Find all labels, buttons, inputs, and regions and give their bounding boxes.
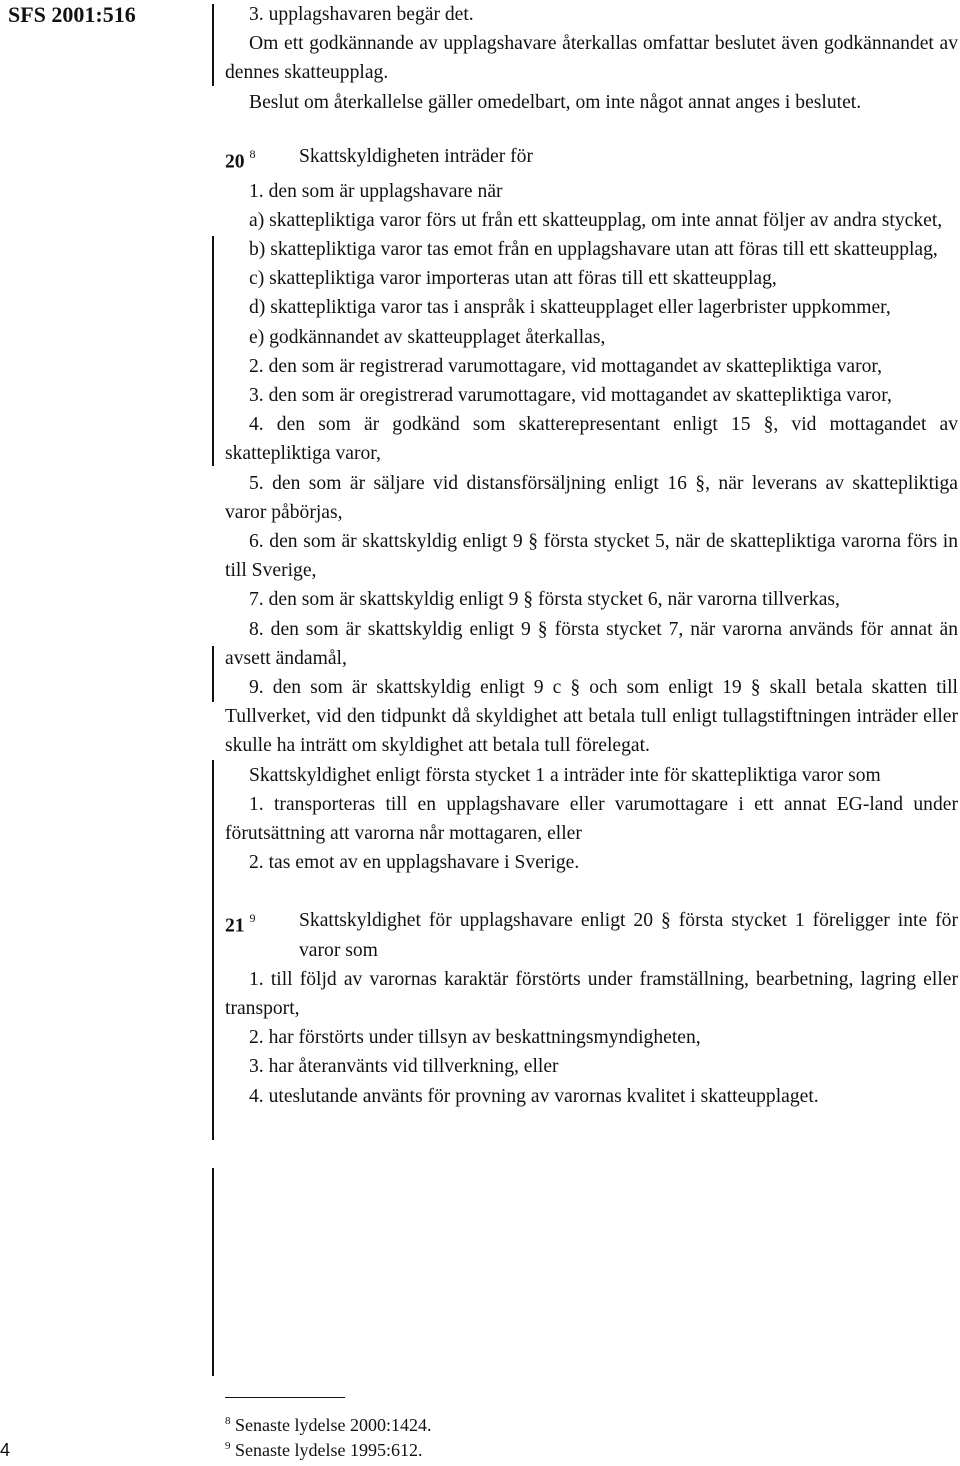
paragraph: Om ett godkännande av upplagshavare återkallas omfattar beslutet även godkännandet av dennes skatteupplag. — [225, 33, 958, 84]
footnote-ref: 8 — [249, 146, 256, 161]
footnote-number: 9 — [225, 1440, 231, 1452]
paragraph: 1. till följd av varornas karaktär förstörts under framställning, bearbetning, lagring eller transport, — [225, 968, 958, 1020]
section-text: Skattskyldighet för upplagshavare enligt 20 § första stycket 1 föreligger inte för varor som — [299, 910, 958, 961]
paragraph: 2. den som är registrerad varumottagare, vid mottagandet av skattepliktiga varor, — [249, 355, 883, 377]
paragraph: 1. transporteras till en upplagshavare eller varumottagare i ett annat EG-land under förutsättning att varorna når mottagaren, eller — [225, 793, 958, 845]
document-body — [225, 0, 958, 1111]
paragraph: b) skattepliktiga varor tas emot från en upplagshavare utan att föras till ett skatteupplag, — [249, 238, 938, 260]
section-number — [225, 142, 299, 177]
page-number: 4 — [0, 1440, 11, 1460]
paragraph: c) skattepliktiga varor importeras utan att föras till ett skatteupplag, — [249, 268, 777, 290]
footnote-text: Senaste lydelse 2000:1424. — [235, 1415, 432, 1435]
paragraph: Skattskyldighet enligt första stycket 1 a inträder inte för skattepliktiga varor som — [249, 764, 881, 786]
paragraph: 9. den som är skattskyldig enligt 9 c § och som enligt 19 § skall betala skatten till Tullverket, vid den tidpunkt då skyldighet att betala tull enligt tullagstiftningen inträder eller skulle ha inträtt om skyldighet att betala tull förelegat. — [225, 677, 958, 757]
sfs-number: SFS 2001:516 — [8, 2, 136, 27]
paragraph: Beslut om återkallelse gäller omedelbart, om inte något annat anges i beslutet. — [249, 91, 862, 113]
revision-bar — [212, 760, 214, 1140]
section-number-text: 21 — [225, 915, 245, 937]
section-number — [225, 906, 299, 964]
paragraph: 3. den som är oregistrerad varumottagare, vid mottagandet av skattepliktiga varor, — [249, 384, 892, 406]
footnote — [225, 1411, 431, 1436]
paragraph: d) skattepliktiga varor tas i anspråk i skatteupplaget eller lagerbrister uppkommer, — [249, 297, 891, 319]
footnote-text: Senaste lydelse 1995:612. — [235, 1440, 423, 1460]
section-gap — [225, 877, 958, 906]
paragraph: 7. den som är skattskyldig enligt 9 § första stycket 6, när varorna tillverkas, — [249, 589, 840, 611]
section-heading — [225, 142, 958, 177]
paragraph: 4. den som är godkänd som skatterepresentant enligt 15 §, vid mottagandet av skattepliktiga varor, — [225, 414, 958, 465]
paragraph: 2. tas emot av en upplagshavare i Sverige. — [249, 852, 580, 874]
section-heading — [225, 906, 958, 964]
paragraph: 1. den som är upplagshavare när — [249, 180, 503, 202]
section-gap — [225, 117, 958, 142]
paragraph: 5. den som är säljare vid distansförsäljning enligt 16 §, när leverans av skattepliktiga varor påbörjas, — [225, 472, 958, 523]
revision-bar — [212, 4, 214, 86]
paragraph: 8. den som är skattskyldig enligt 9 § första stycket 7, när varorna används för annat än avsett ändamål, — [225, 618, 958, 669]
revision-bar — [212, 646, 214, 702]
section-number-text: 20 — [225, 151, 245, 173]
paragraph: a) skattepliktiga varor förs ut från ett skatteupplag, om inte annat följer av andra stycket, — [249, 209, 943, 231]
footnotes — [225, 1411, 431, 1461]
paragraph: 3. har återanvänts vid tillverkning, eller — [249, 1056, 559, 1078]
revision-bar — [212, 236, 214, 466]
section-text: Skattskyldigheten inträder för — [299, 145, 533, 167]
footnote-rule — [225, 1397, 345, 1398]
paragraph: e) godkännandet av skatteupplaget återkallas, — [249, 326, 606, 348]
footnote-ref: 9 — [249, 911, 256, 926]
paragraph: 6. den som är skattskyldig enligt 9 § första stycket 5, när de skattepliktiga varorna förs in till Sverige, — [225, 530, 958, 582]
footnote — [225, 1436, 431, 1461]
footnote-number: 8 — [225, 1415, 231, 1427]
revision-bar — [212, 1168, 214, 1376]
paragraph: 2. har förstörts under tillsyn av beskattningsmyndigheten, — [249, 1027, 701, 1049]
paragraph: 4. uteslutande använts för provning av varornas kvalitet i skatteupplaget. — [249, 1085, 819, 1107]
paragraph: 3. upplagshavaren begär det. — [249, 4, 474, 25]
